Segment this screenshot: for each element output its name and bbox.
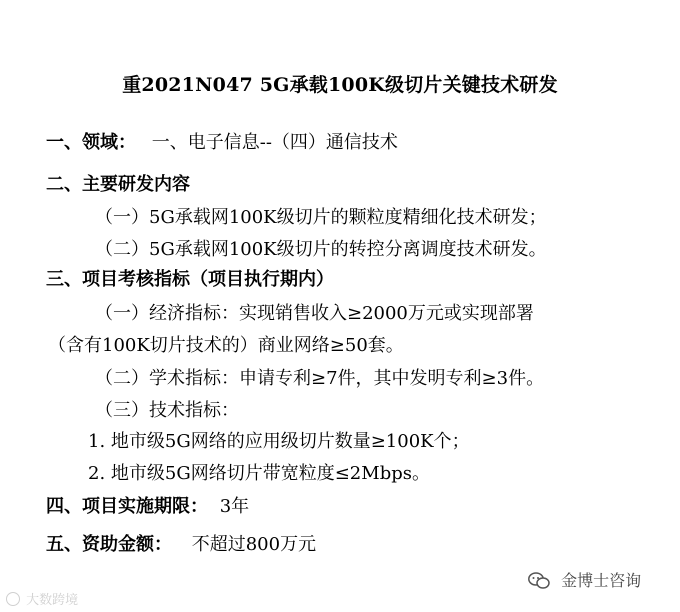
technical-indicator-item: 2. 地市级5G网络切片带宽粒度≤2Mbps。 xyxy=(88,463,430,484)
economic-indicator-line-1: （一）经济指标：实现销售收入≥2000万元或实现部署 xyxy=(95,303,534,324)
section-period-value: 3年 xyxy=(219,496,250,517)
technical-indicator-heading: （三）技术指标： xyxy=(95,400,239,421)
academic-indicator: （二）学术指标：申请专利≥7件，其中发明专利≥3件。 xyxy=(95,368,545,389)
section-field-label: 一、领域： xyxy=(46,132,136,153)
watermark-right xyxy=(528,568,641,591)
section-funding-label: 五、资助金额： xyxy=(46,534,172,555)
watermark-logo-icon xyxy=(6,592,20,606)
section-field xyxy=(46,128,398,154)
section-indicators-heading: 三、项目考核指标（项目执行期内） xyxy=(46,269,334,290)
section-research-heading: 二、主要研发内容 xyxy=(46,174,190,195)
research-item: （二）5G承载网100K级切片的转控分离调度技术研发。 xyxy=(95,239,547,260)
watermark-left-text: 大数跨境 xyxy=(26,593,79,608)
technical-indicator-item: 1. 地市级5G网络的应用级切片数量≥100K个； xyxy=(88,431,470,452)
section-field-value: 一、电子信息--（四）通信技术 xyxy=(151,132,398,153)
economic-indicator-line-2: （含有100K切片技术的）商业网络≥50套。 xyxy=(48,335,404,356)
document-title: 重2021N047 5G承载100K级切片关键技术研发 xyxy=(122,74,558,96)
section-period xyxy=(46,492,249,518)
research-item: （一）5G承载网100K级切片的颗粒度精细化技术研发； xyxy=(95,207,547,228)
section-funding xyxy=(46,530,316,556)
watermark-right-text: 金博士咨询 xyxy=(561,571,642,590)
wechat-icon xyxy=(528,572,550,590)
watermark-left xyxy=(6,589,78,608)
section-funding-value: 不超过800万元 xyxy=(191,534,317,555)
section-period-label: 四、项目实施期限： xyxy=(46,496,208,517)
